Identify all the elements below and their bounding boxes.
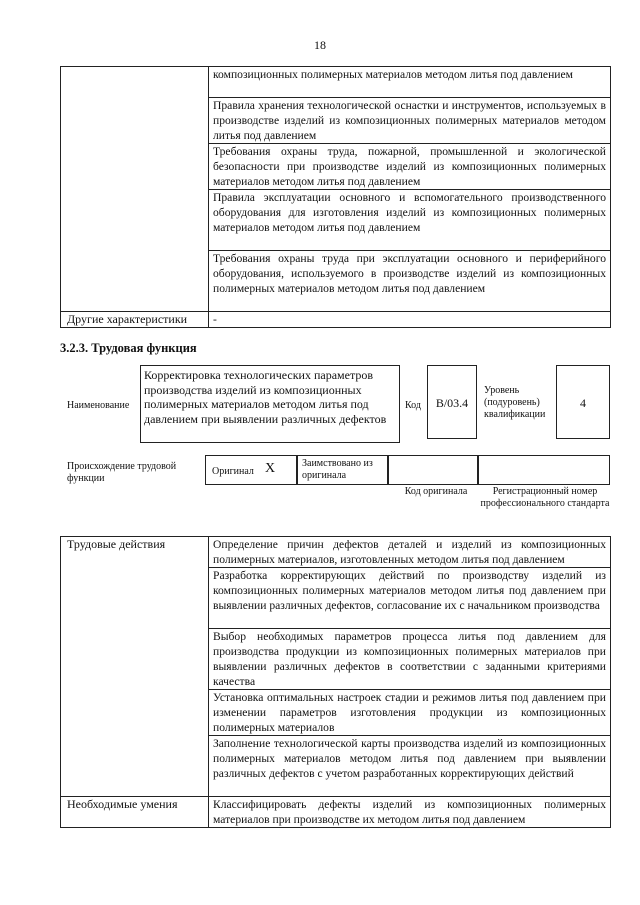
other-characteristics-value: - bbox=[209, 312, 611, 328]
original-mark: X bbox=[265, 461, 276, 476]
table-cell: Разработка корректирующих действий по производству изделий из композиционных полимерных материалов методом литья под давлением при выявлении различных дефектов, согласование их с начальником производства bbox=[209, 568, 611, 629]
code-original-cell bbox=[388, 455, 478, 485]
table-cell: Правила хранения технологической оснастки и инструментов, используемых в производстве изделий из композиционных полимерных материалов методом литья под давлением bbox=[209, 98, 611, 144]
original-label: Оригинал bbox=[212, 466, 254, 477]
table-cell: Требования охраны труда при эксплуатации основного и периферийного оборудования, используемого в производстве изделий из композиционных полимерных материалов методом литья под давлением bbox=[209, 251, 611, 312]
table-cell: Установка оптимальных настроек стадии и режимов литья под давлением при изменении параметров изготовления продукции из композиционных полимерных материалов bbox=[209, 690, 611, 736]
code-value: B/03.4 bbox=[435, 396, 469, 410]
table-row bbox=[61, 797, 611, 828]
borrowed-label: Заимствовано из оригинала bbox=[302, 458, 373, 481]
code-original-label: Код оригинала bbox=[404, 486, 468, 497]
table-cell: Требования охраны труда, пожарной, промышленной и экологической безопасности при производстве изделий из композиционных полимерных материалов методом литья под давлением bbox=[209, 144, 611, 190]
function-name-box: Корректировка технологических параметров производства изделий из композиционных полимерных материалов методом литья под давлением при выявлении различных дефектов bbox=[140, 365, 400, 443]
empty-label-cell bbox=[61, 67, 209, 312]
code-label: Код bbox=[405, 400, 421, 411]
knowledge-table-continued bbox=[60, 66, 611, 328]
table-row bbox=[61, 67, 611, 98]
table-row bbox=[61, 537, 611, 568]
table-cell: Выбор необходимых параметров процесса литья под давлением для производства продукции из композиционных полимерных материалов при выявлении различных дефектов в соответствии с заданными критериями качества bbox=[209, 629, 611, 690]
table-cell: Классифицировать дефекты изделий из композиционных полимерных материалов при производстве их методом литья под давлением bbox=[209, 797, 611, 828]
qualification-level-label: Уровень (подуровень) квалификации bbox=[484, 385, 546, 420]
labor-actions-table bbox=[60, 536, 611, 828]
section-title: 3.2.3. Трудовая функция bbox=[60, 341, 197, 355]
table-cell: композиционных полимерных материалов методом литья под давлением bbox=[209, 67, 611, 98]
table-cell: Правила эксплуатации основного и вспомогательного производственного оборудования для изготовления изделий из композиционных полимерных материалов методом литья под давлением bbox=[209, 190, 611, 251]
table-row bbox=[61, 312, 611, 328]
page-number: 18 bbox=[314, 38, 326, 52]
registration-number-label: Регистрационный номер профессионального стандарта bbox=[480, 486, 610, 509]
labor-actions-label: Трудовые действия bbox=[61, 537, 209, 797]
level-value: 4 bbox=[580, 396, 586, 410]
table-cell: Определение причин дефектов деталей и изделий из композиционных полимерных материалов, изготовленных методом литья под давлением bbox=[209, 537, 611, 568]
origin-label: Происхождение трудовой функции bbox=[67, 461, 177, 484]
other-characteristics-label: Другие характеристики bbox=[61, 312, 209, 328]
required-skills-label: Необходимые умения bbox=[61, 797, 209, 828]
name-label: Наименование bbox=[67, 400, 130, 411]
table-cell: Заполнение технологической карты производства изделий из композиционных полимерных материалов методом литья под давлением при выявлении различных дефектов с учетом разработанных корректирующих действий bbox=[209, 736, 611, 797]
registration-number-cell bbox=[478, 455, 610, 485]
